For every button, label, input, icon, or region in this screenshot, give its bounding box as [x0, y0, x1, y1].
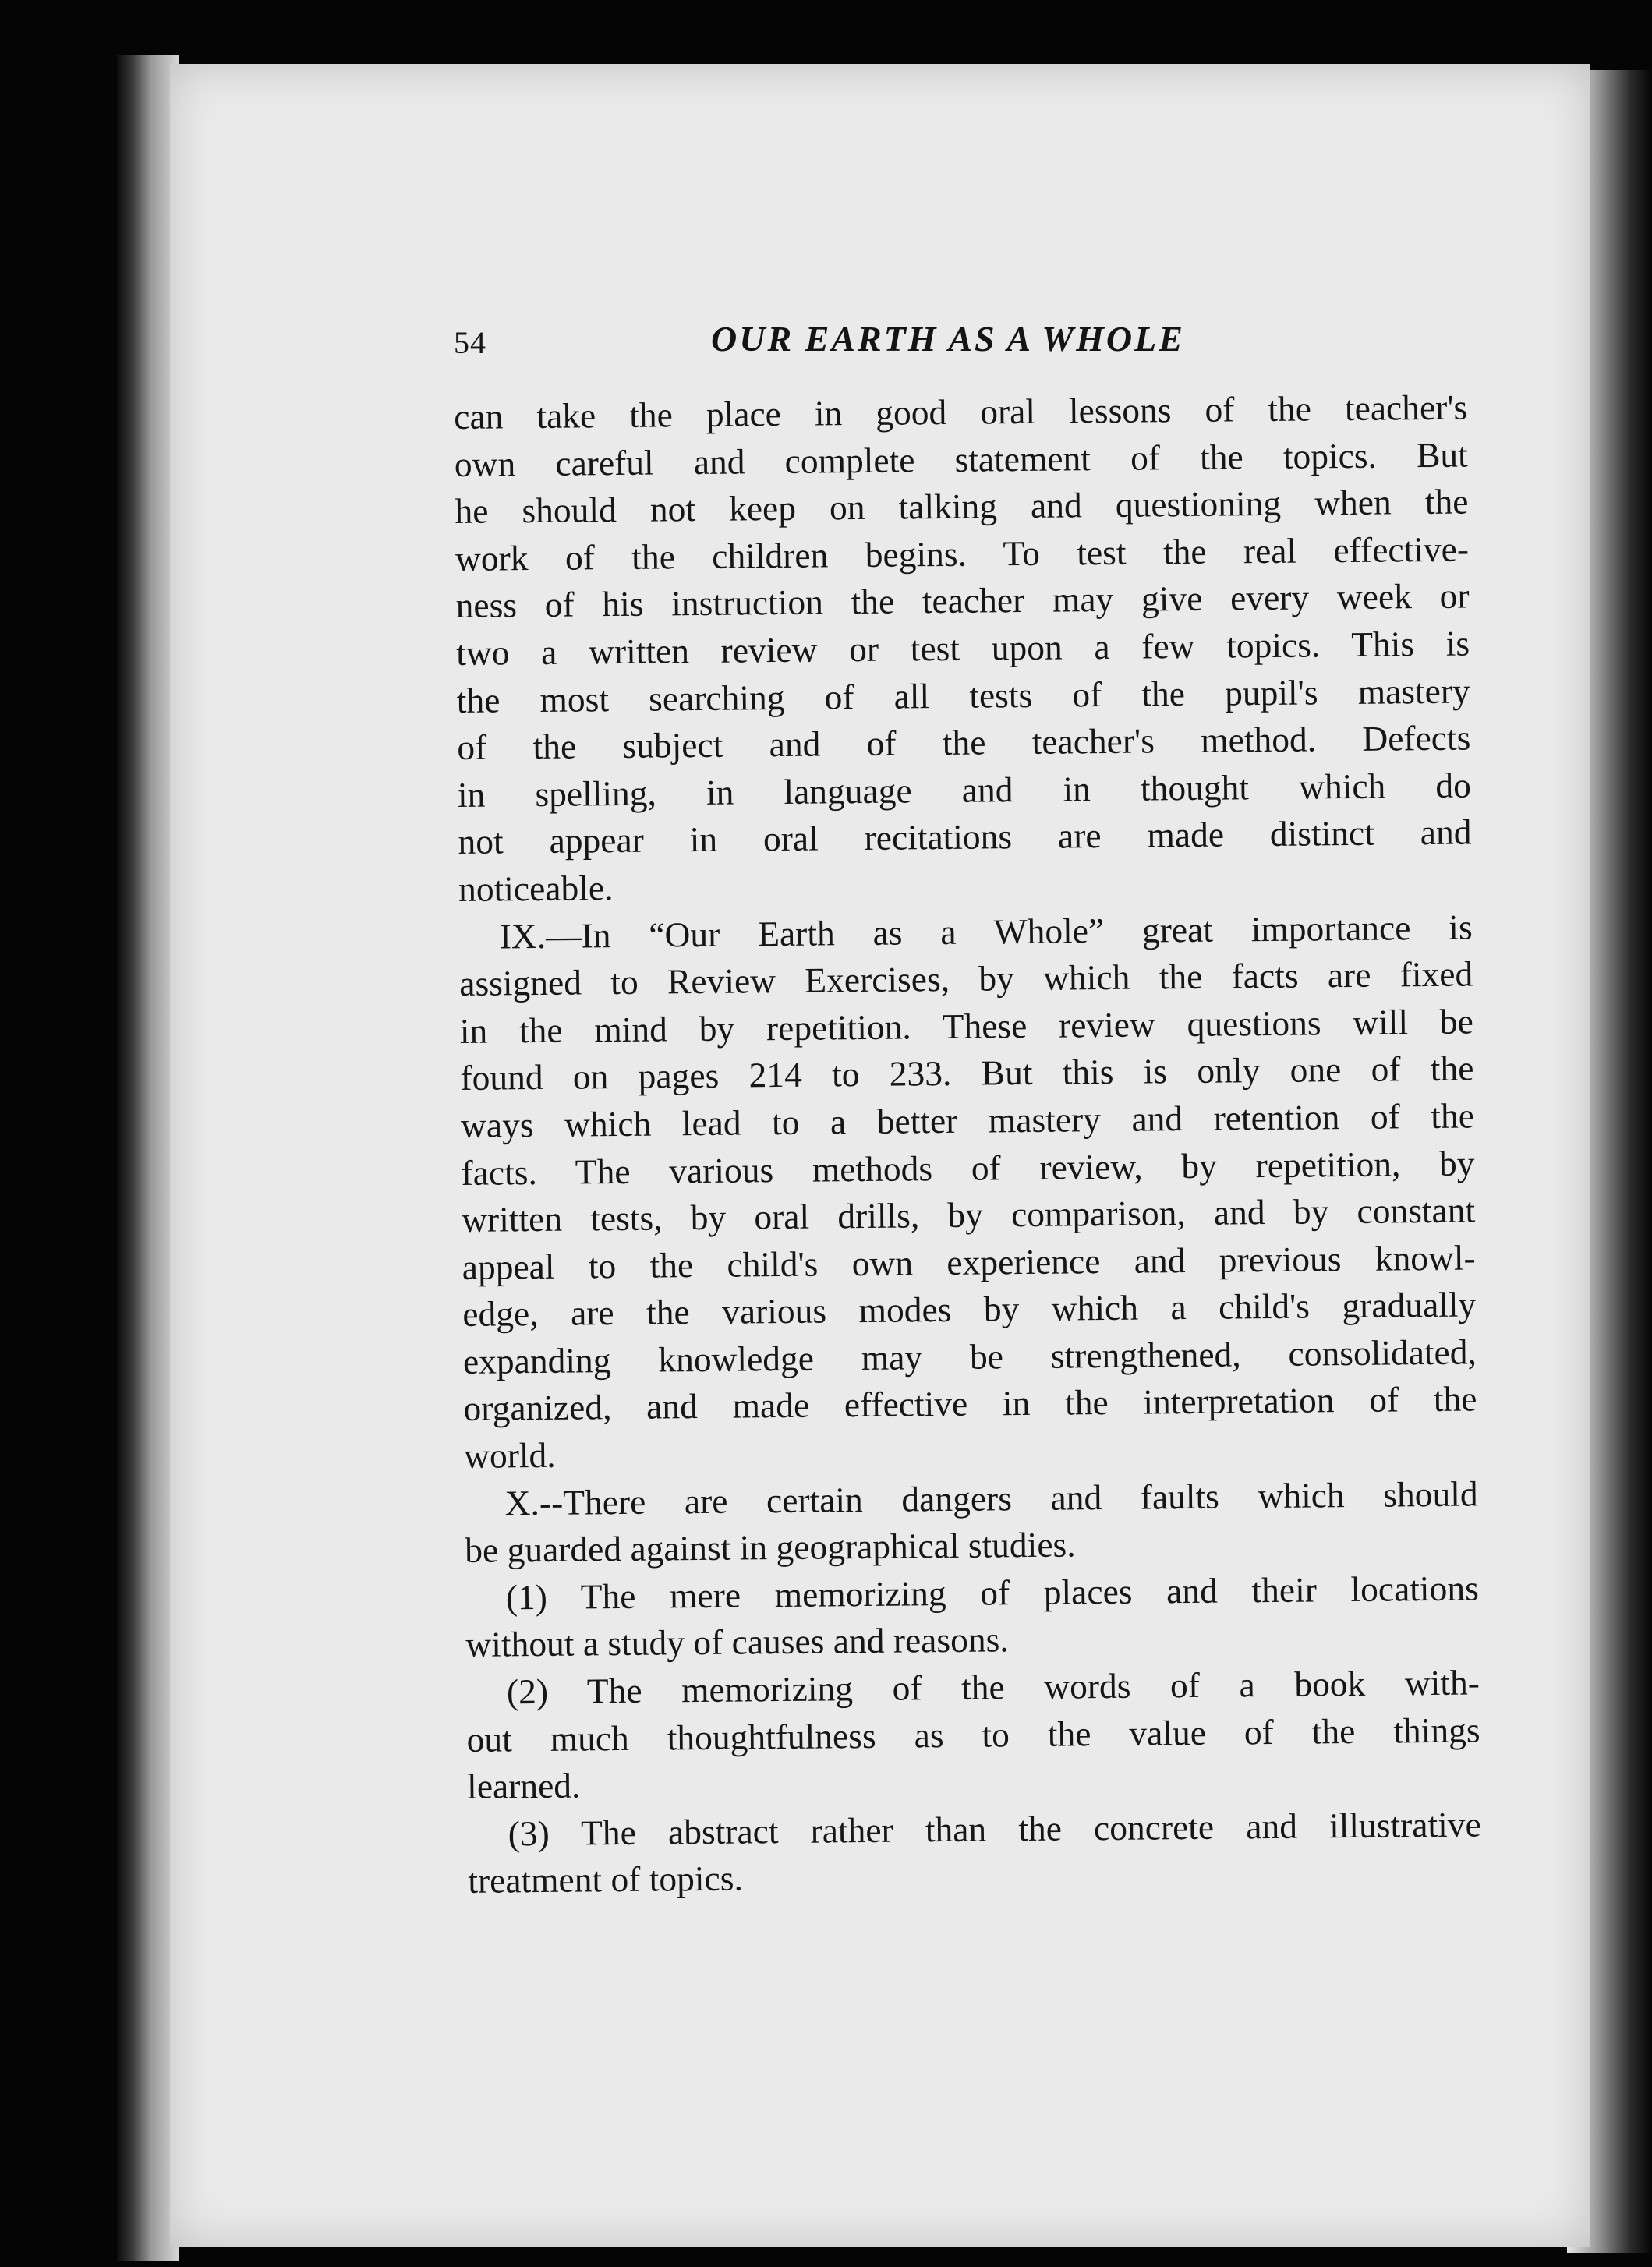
body-text [454, 384, 1482, 1905]
text-line: ness of his instruction the teacher may give every week or [455, 575, 1470, 626]
text-line: (3) The abstract rather than the concrete and illustrative [508, 1804, 1481, 1854]
text-line: without a study of causes and reasons. [465, 1619, 1009, 1665]
text-line: appeal to the child's own experience and previous knowl- [462, 1237, 1476, 1287]
text-line: (1) The mere memorizing of places and their locations [505, 1568, 1480, 1618]
text-line: edge, are the various modes by which a child's gradually [462, 1284, 1477, 1335]
text-line: in spelling, in language and in thought which do [457, 765, 1472, 815]
text-line: can take the place in good oral lessons of the teacher's [454, 387, 1468, 437]
text-line: found on pages 214 to 233. But this is only one of the [460, 1048, 1474, 1098]
text-line: he should not keep on talking and questioning when the [455, 481, 1469, 532]
text-line: in the mind by repetition. These review questions will be [459, 1001, 1474, 1051]
text-line: work of the children begins. To test the real effective- [455, 529, 1470, 578]
page-header [454, 318, 1194, 373]
text-line: world. [463, 1434, 556, 1476]
text-line: (2) The memorizing of the words of a book with- [506, 1662, 1480, 1712]
text-line: own careful and complete statement of the topics. But [454, 434, 1469, 484]
text-line: assigned to Review Exercises, by which the facts are fixed [459, 953, 1473, 1004]
text-line: learned. [466, 1765, 581, 1807]
text-line: be guarded against in geographical studies. [464, 1524, 1076, 1571]
text-line: written tests, by oral drills, by comparison, and by constant [461, 1190, 1476, 1240]
text-line: the most searching of all tests of the pupil's mastery [456, 670, 1470, 720]
text-line: IX.—In “Our Earth as a Whole” great importance is [499, 907, 1473, 956]
text-line: facts. The various methods of review, by repetition, by [461, 1142, 1475, 1193]
text-line: treatment of topics. [468, 1858, 744, 1901]
running-head: OUR EARTH AS A WHOLE [711, 319, 1185, 359]
text-line: out much thoughtfulness as to the value of the things [466, 1710, 1480, 1759]
text-line: X.--There are certain dangers and faults which should [504, 1473, 1478, 1523]
text-line: organized, and made effective in the interpretation of the [463, 1378, 1477, 1429]
text-line: two a written review or test upon a few topics. This is [455, 623, 1470, 673]
text-line: ways which lead to a better mastery and retention of the [460, 1095, 1475, 1145]
text-line: expanding knowledge may be strengthened, consolidated, [462, 1332, 1477, 1381]
text-line: noticeable. [458, 868, 614, 909]
text-line: of the subject and of the teacher's method. Defects [457, 717, 1471, 768]
page-number: 54 [454, 325, 486, 360]
text-line: not appear in oral recitations are made distinct and [458, 812, 1472, 862]
